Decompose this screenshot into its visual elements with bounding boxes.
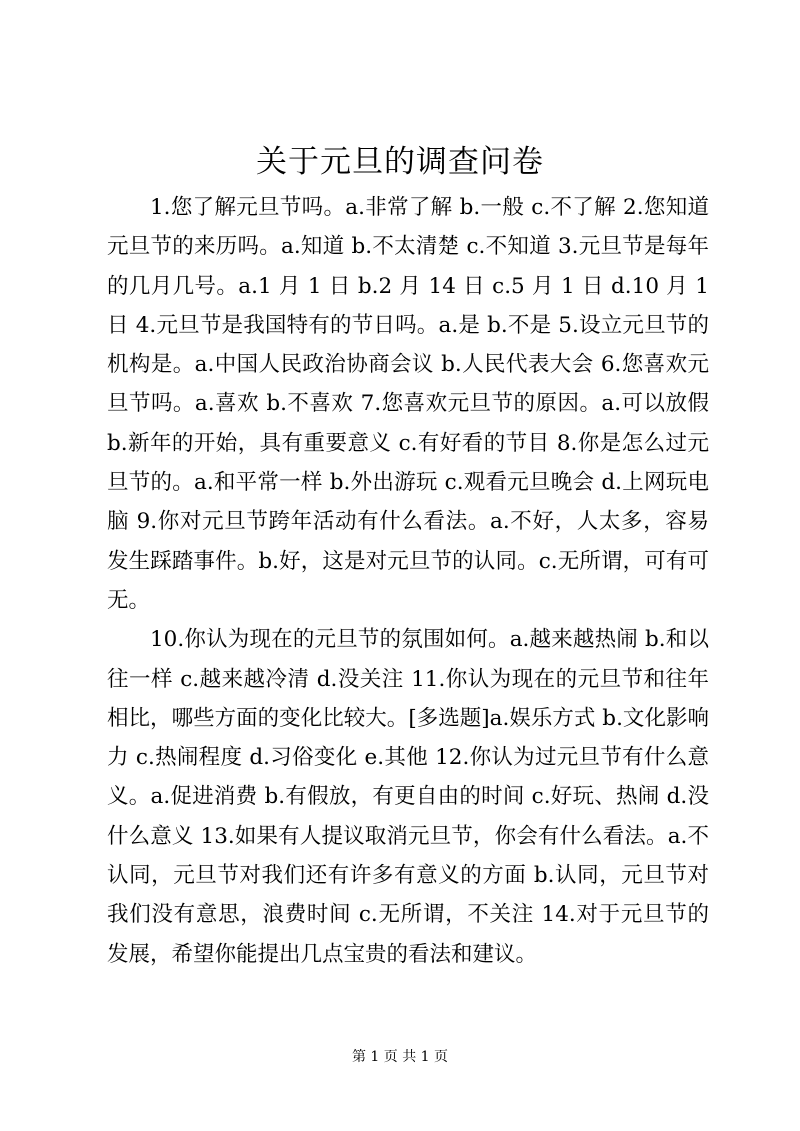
paragraph-questions-10-14: 10.你认为现在的元旦节的氛围如何。a.越来越热闹 b.和以往一样 c.越来越冷清 d.没关注 11.你认为现在的元旦节和往年相比，哪些方面的变化比较大。[多选题]a.娱乐方式 b.文化影响力 c.热闹程度 d.习俗变化 e.其他 12.你认为过元旦节有什么意义。a.促进消费 b.有假放，有更自由的时间 c.好玩、热闹 d.没什么意义 13.如果有人提议取消元旦节，你会有什么看法。a.不认同，元旦节对我们还有许多有意义的方面 b.认同，元旦节对我们没有意思，浪费时间 c.无所谓，不关注 14.对于元旦节的发展，希望你能提出几点宝贵的看法和建议。	[107, 627, 709, 967]
paragraph-questions-1-9: 1.您了解元旦节吗。a.非常了解 b.一般 c.不了解 2.您知道元旦节的来历吗。a.知道 b.不太清楚 c.不知道 3.元旦节是每年的几月几号。a.1 月 1 日 b.2 月 14 日 c.5 月 1 日 d.10 月 1 日 4.元旦节是我国特有的节日吗。a.是 b.不是 5.设立元旦节的机构是。a.中国人民政治协商会议 b.人民代表大会 6.您喜欢元旦节吗。a.喜欢 b.不喜欢 7.您喜欢元旦节的原因。a.可以放假 b.新年的开始，具有重要意义 c.有好看的节目 8.你是怎么过元旦节的。a.和平常一样 b.外出游玩 c.观看元旦晚会 d.上网玩电脑 9.你对元旦节跨年活动有什么看法。a.不好，人太多，容易发生踩踏事件。b.好，这是对元旦节的认同。c.无所谓，可有可无。	[107, 195, 709, 613]
page-footer: 第 1 页 共 1 页	[351, 1049, 449, 1065]
document-body	[107, 188, 709, 974]
document-title: 关于元旦的调查问卷	[256, 144, 544, 180]
